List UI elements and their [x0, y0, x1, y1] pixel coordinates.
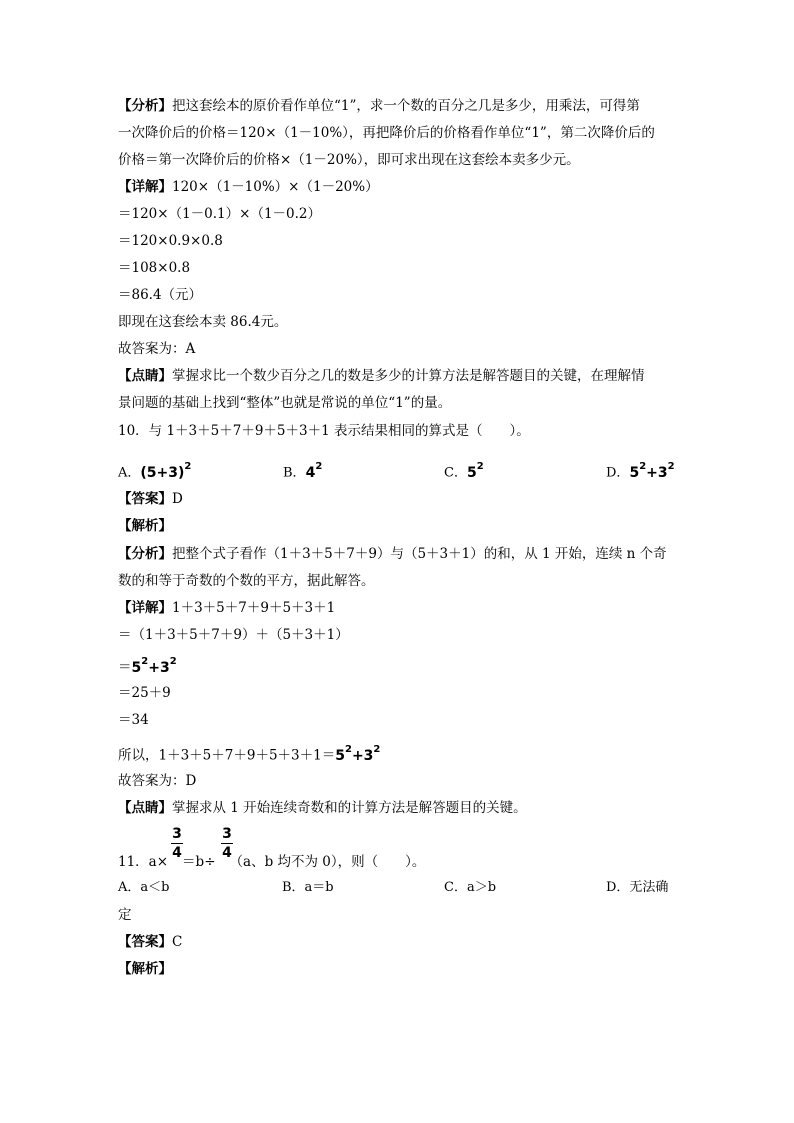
- q11-fraction-1: 3 4: [172, 826, 182, 861]
- detail-tag: 【详解】: [118, 179, 172, 195]
- option-b-expr: $4^2$: [305, 461, 323, 481]
- option-a-expr: $(5+3)^2$: [140, 461, 192, 481]
- q10-jiexi-tag: 【解析】: [118, 518, 172, 534]
- q10-detail-line4: ＝25＋9: [118, 685, 171, 701]
- q11-jiexi-tag: 【解析】: [118, 961, 172, 977]
- answer-tag: 【答案】: [118, 491, 172, 507]
- q11-option-c: C．a＞b: [444, 880, 497, 895]
- option-d-expr: $5^2+3^2$: [629, 461, 675, 481]
- detail-tag: 【详解】: [118, 600, 172, 616]
- q11-stem: 11．a× ＝b÷ （a、b 均不为 0），则（ ）。: [118, 854, 426, 870]
- q10-option-b: B．$4^2$: [283, 461, 323, 481]
- analysis-tag: 【分析】: [118, 546, 172, 562]
- answer-tag: 【答案】: [118, 934, 172, 950]
- q9-analysis-line1: 【分析】把这套绘本的原价看作单位“1”，求一个数的百分之几是多少，用乘法，可得第: [118, 98, 640, 114]
- q11-option-d: D．无法确: [606, 880, 669, 895]
- q11-option-b: B．a＝b: [282, 880, 334, 895]
- point-tag: 【点睛】: [118, 800, 172, 816]
- q10-detail-line2: ＝（1＋3＋5＋7＋9）＋（5＋3＋1）: [118, 627, 349, 643]
- q11-option-a: A．a＜b: [118, 880, 170, 895]
- detail-expr: $5^2+3^2$: [131, 656, 177, 676]
- q10-stem: 10．与 1＋3＋5＋7＋9＋5＋3＋1 表示结果相同的算式是（ ）。: [118, 423, 530, 439]
- q9-detail-line2: ＝120×（1－0.1）×（1－0.2）: [118, 206, 322, 222]
- conclusion-expr: $5^2+3^2$: [335, 744, 381, 764]
- q9-detail-line1: 【详解】120×（1－10%）×（1－20%）: [118, 179, 379, 195]
- q9-answer-line: 故答案为：A: [118, 341, 196, 357]
- analysis-tag: 【分析】: [118, 98, 172, 114]
- q10-option-c: C．$5^2$: [444, 461, 484, 481]
- option-c-expr: $5^2$: [466, 461, 484, 481]
- q10-analysis-line2: 数的和等于奇数的个数的平方，据此解答。: [118, 573, 375, 589]
- q10-option-a: A．$(5+3)^2$: [118, 461, 192, 481]
- q10-detail-line1: 【详解】1＋3＋5＋7＋9＋5＋3＋1: [118, 600, 336, 616]
- q10-option-d: D．$5^2+3^2$: [606, 461, 675, 481]
- q10-detail-line3: $=5^2+3^2$: [118, 656, 177, 676]
- q11-answer: 【答案】C: [118, 934, 183, 950]
- q9-detail-line5: ＝86.4（元）: [118, 287, 203, 303]
- q9-point-line1: 【点睛】掌握求比一个数少百分之几的数是多少的计算方法是解答题目的关键，在理解情: [118, 368, 645, 384]
- q10-answer: 【答案】D: [118, 491, 183, 507]
- q11-option-d-wrap: 定: [118, 907, 132, 923]
- q10-point-line1: 【点睛】掌握求从 1 开始连续奇数和的计算方法是解答题目的关键。: [118, 800, 527, 816]
- q9-analysis-line2: 一次降价后的价格＝120×（1－10%），再把降价后的价格看作单位“1”，第二次降价后的: [118, 125, 655, 141]
- q9-point-line2: 景问题的基础上找到“整体”也就是常说的单位“1”的量。: [118, 395, 452, 411]
- q10-detail-line5: ＝34: [118, 712, 149, 728]
- q10-answer-line: 故答案为：D: [118, 773, 197, 789]
- q11-fraction-2: 3 4: [222, 826, 232, 861]
- q9-conclusion: 即现在这套绘本卖 86.4元。: [118, 314, 288, 330]
- q9-analysis-line3: 价格＝第一次降价后的价格×（1－20%），即可求出现在这套绘本卖多少元。: [118, 152, 580, 168]
- q10-analysis-line1: 【分析】把整个式子看作（1＋3＋5＋7＋9）与（5＋3＋1）的和，从 1 开始，连续 n 个奇: [118, 546, 667, 562]
- q9-detail-line3: ＝120×0.9×0.8: [118, 233, 223, 249]
- q10-conclusion: 所以，$1+3+5+7+9+5+3+1=5^2+3^2$: [118, 744, 381, 764]
- point-tag: 【点睛】: [118, 368, 172, 384]
- q9-detail-line4: ＝108×0.8: [118, 260, 191, 276]
